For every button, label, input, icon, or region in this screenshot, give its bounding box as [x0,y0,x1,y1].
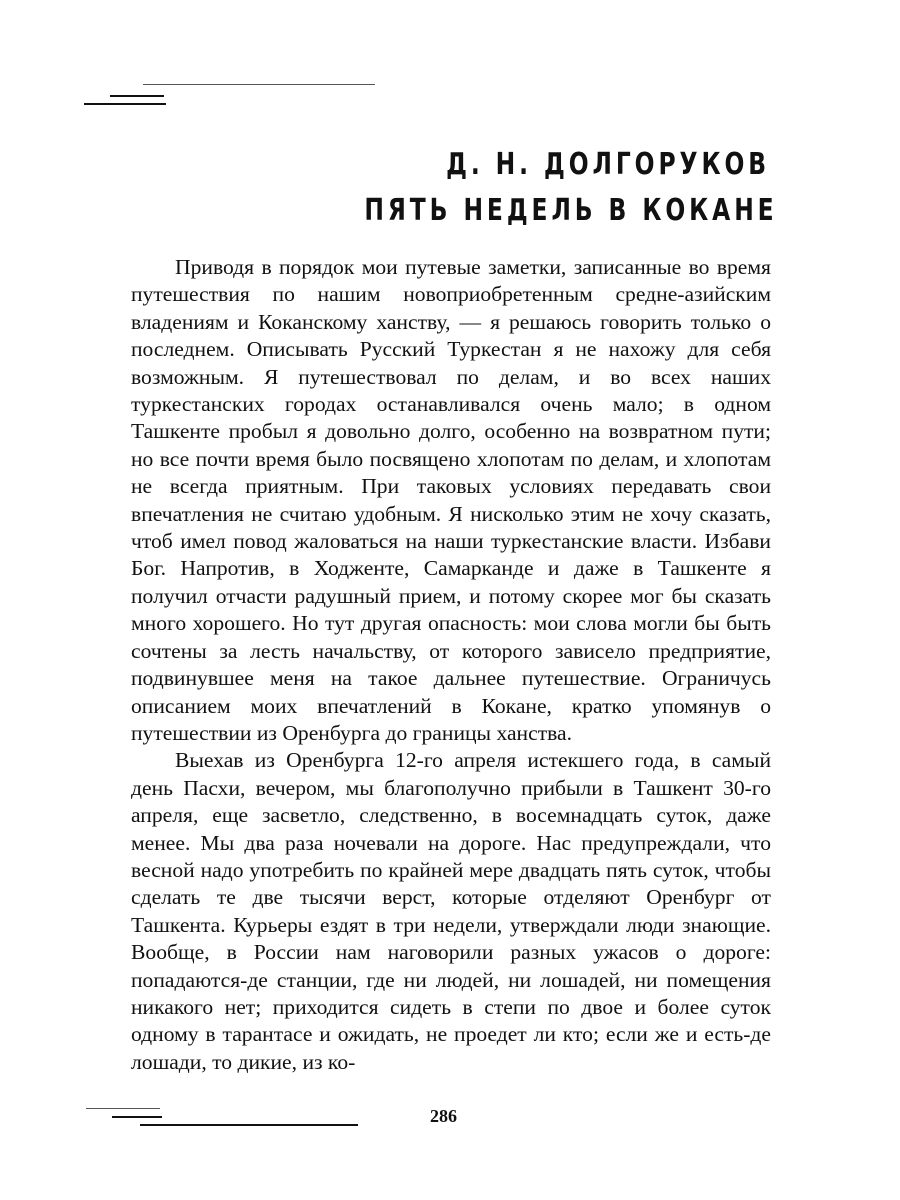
footer-rule-long [140,1124,358,1126]
header-rule-thin [143,84,375,85]
chapter-title: ПЯТЬ НЕДЕЛЬ В КОКАНЕ [364,193,778,228]
header-rule-short-upper [110,95,164,97]
chapter-heading [250,142,778,234]
paragraph-1: Приводя в порядок мои путевые заметки, записанные во время путешествия по нашим новоприобретенным средне-азийским владениям и Коканскому ханству, — я решаюсь говорить только о последнем. Описывать Русский Туркестан я не нахожу для себя возможным. Я путешествовал по делам, и во всех наших туркестанских городах останавливался очень мало; в одном Ташкенте пробыл я довольно долго, особенно на возвратном пути; но все почти время было посвящено хлопотам по делам, и хлопотам не всегда приятным. При таковых условиях передавать свои впечатления не считаю удобным. Я нисколько этим не хочу сказать, чтоб имел повод жаловаться на наши туркестанские власти. Избави Бог. Напротив, в Ходженте, Самарканде и даже в Ташкенте я получил отчасти радушный прием, и потому скорее мог бы сказать много хорошего. Но тут другая опасность: мои слова могли бы быть сочтены за лесть начальству, от которого зависело предприятие, подвинувшее меня на такое дальнее путешествие. Ограничусь описанием моих впечатлений в Кокане, кратко упомянув о путешествии из Оренбурга до границы ханства. [131,255,771,745]
author-name: Д. Н. ДОЛГОРУКОВ [446,147,770,182]
header-rule-short-lower [84,103,166,105]
paragraph-2: Выехав из Оренбурга 12-го апреля истекшего года, в самый день Пасхи, вечером, мы благополучно прибыли в Ташкент 30-го апреля, еще засветло, следственно, в восемнадцать суток, даже менее. Мы два раза ночевали на дороге. Нас предупреждали, что весной надо употребить по крайней мере двадцать пять суток, чтобы сделать те две тысячи верст, которые отделяют Оренбург от Ташкента. Курьеры ездят в три недели, утверждали люди знающие. Вообще, в России нам наговорили разных ужасов о дороге: попадаются-де станции, где ни людей, ни лошадей, ни помещения никакого нет; приходится сидеть в степи по двое и более суток одному в тарантасе и ожидать, не проедет ли кто; если же и есть-де лошади, то дикие, из ко- [131,748,771,1074]
footer-rule-short [112,1116,162,1118]
body-text [131,254,771,1076]
page-number: 286 [430,1106,457,1126]
footer-rule-thin [86,1108,160,1109]
